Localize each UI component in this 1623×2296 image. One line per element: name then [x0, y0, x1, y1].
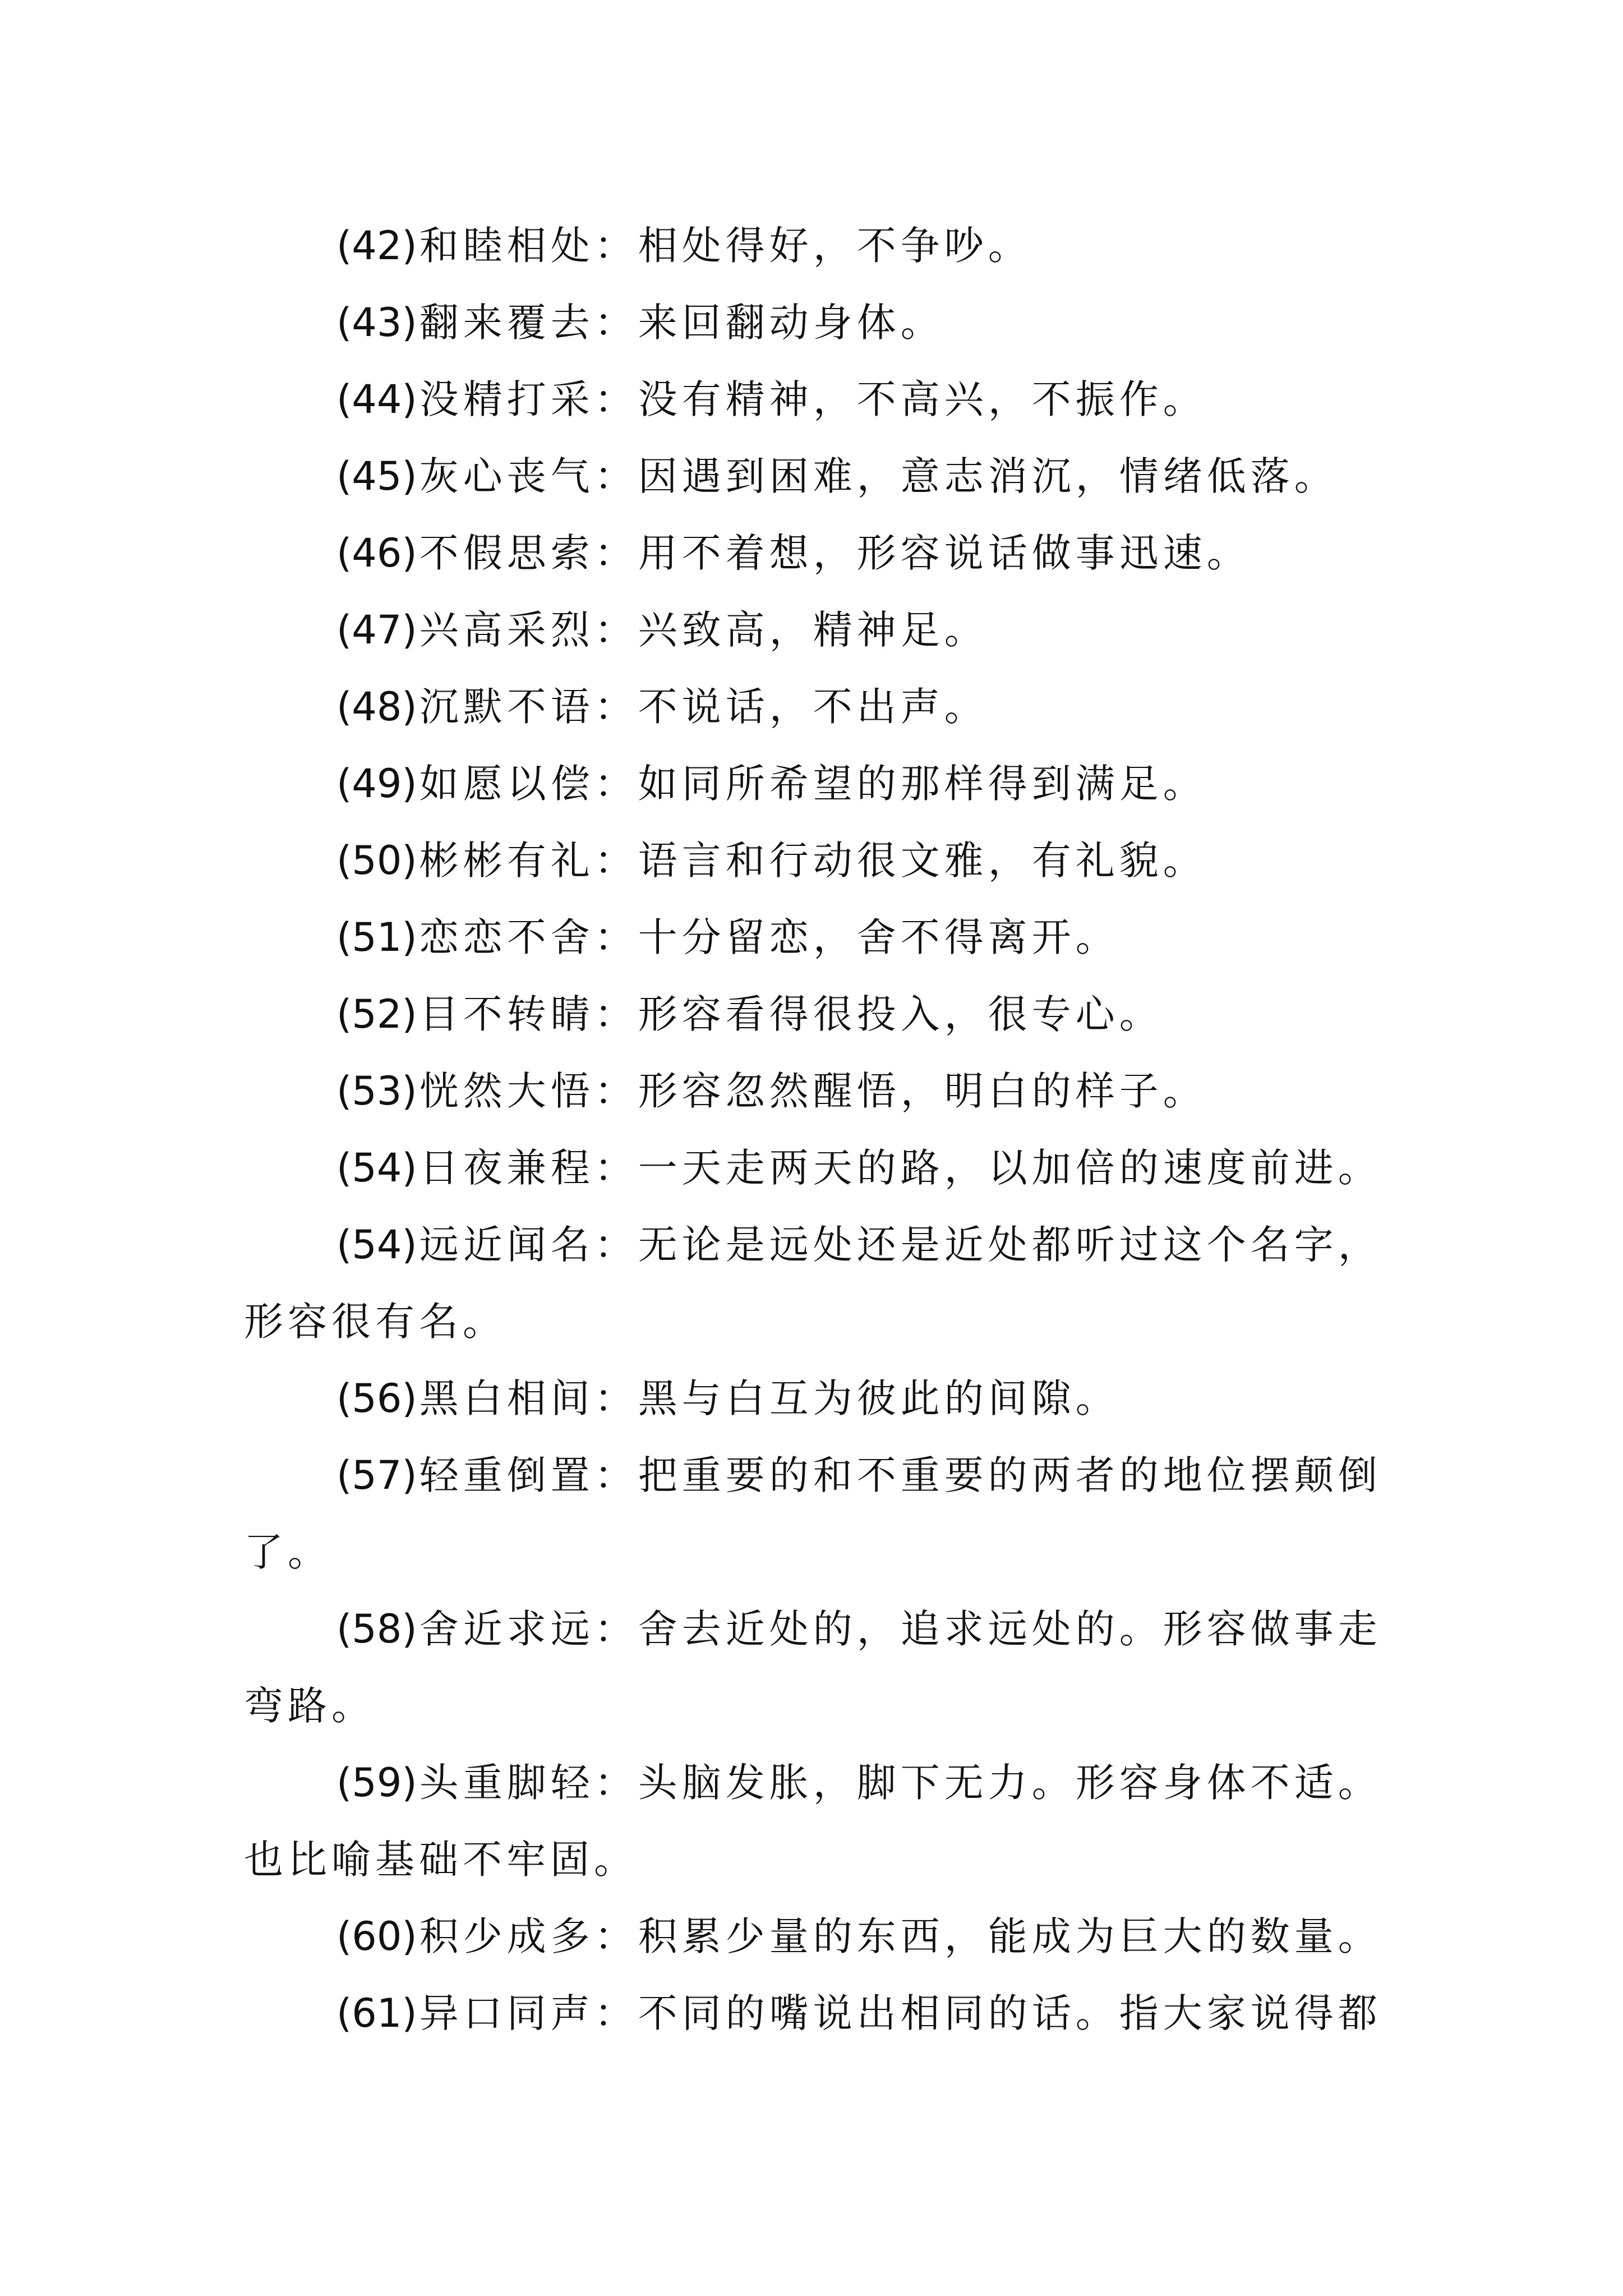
idiom-entry: [244, 361, 1405, 438]
entry-text: 彬彬有礼：语言和行动很文雅，有礼貌。: [419, 838, 1207, 884]
entry-number: (42): [336, 223, 417, 269]
idiom-entry: [244, 515, 1405, 592]
entry-number: (48): [336, 684, 417, 730]
entry-number: (43): [336, 300, 417, 346]
entry-text: 兴高采烈：兴致高，精神足。: [419, 607, 988, 653]
entry-text: 恍然大悟：形容忽然醒悟，明白的样子。: [419, 1068, 1207, 1114]
idiom-entry: [244, 746, 1405, 822]
entry-text: 沉默不语：不说话，不出声。: [419, 684, 988, 730]
idiom-entry: [244, 208, 1405, 284]
entry-number: (56): [336, 1375, 417, 1421]
entry-text: 恋恋不舍：十分留恋，舍不得离开。: [419, 914, 1119, 960]
idiom-entry: [244, 1975, 1405, 2052]
entry-text: 头重脚轻：头脑发胀，脚下无力。形容身体不适。也比喻基础不牢固。: [244, 1760, 1382, 1883]
idiom-list: [244, 208, 1405, 2052]
entry-text: 如愿以偿：如同所希望的那样得到满足。: [419, 761, 1207, 807]
entry-text: 轻重倒置：把重要的和不重要的两者的地位摆颠倒了。: [244, 1452, 1382, 1575]
entry-number: (60): [336, 1913, 417, 1959]
idiom-entry: [244, 669, 1405, 746]
idiom-entry: [244, 899, 1405, 976]
idiom-entry: [244, 1898, 1405, 1975]
entry-text: 不假思索：用不着想，形容说话做事迅速。: [419, 530, 1251, 576]
entry-number: (61): [336, 1990, 417, 2036]
idiom-entry: [244, 438, 1405, 515]
entry-text: 没精打采：没有精神，不高兴，不振作。: [419, 376, 1207, 422]
entry-text: 黑白相间：黑与白互为彼此的间隙。: [419, 1375, 1119, 1421]
entry-number: (52): [336, 991, 417, 1037]
entry-number: (54): [336, 1222, 417, 1268]
entry-text: 灰心丧气：因遇到困难，意志消沉，情绪低落。: [419, 453, 1338, 499]
entry-text: 日夜兼程：一天走两天的路，以加倍的速度前进。: [419, 1145, 1382, 1191]
entry-text: 舍近求远：舍去近处的，追求远处的。形容做事走弯路。: [244, 1606, 1382, 1729]
entry-number: (49): [336, 761, 417, 807]
idiom-entry: [244, 976, 1405, 1053]
idiom-entry: [244, 1360, 1405, 1437]
entry-text: 异口同声：不同的嘴说出相同的话。指大家说得都: [419, 1990, 1382, 2036]
entry-number: (53): [336, 1068, 417, 1114]
idiom-entry: [244, 284, 1405, 361]
idiom-entry: [244, 1130, 1405, 1207]
entry-number: (54): [336, 1145, 417, 1191]
idiom-entry: [244, 1207, 1405, 1360]
entry-text: 翻来覆去：来回翻动身体。: [419, 300, 944, 346]
entry-text: 积少成多：积累少量的东西，能成为巨大的数量。: [419, 1913, 1382, 1959]
idiom-entry: [244, 822, 1405, 899]
idiom-entry: [244, 1745, 1405, 1898]
entry-number: (45): [336, 453, 417, 499]
entry-number: (58): [336, 1606, 417, 1652]
idiom-entry: [244, 1437, 1405, 1591]
entry-text: 目不转睛：形容看得很投入，很专心。: [419, 991, 1163, 1037]
entry-number: (46): [336, 530, 417, 576]
entry-text: 和睦相处：相处得好，不争吵。: [419, 223, 1032, 269]
entry-number: (44): [336, 376, 417, 422]
entry-number: (50): [336, 838, 417, 884]
entry-number: (47): [336, 607, 417, 653]
entry-text: 远近闻名：无论是远处还是近处都听过这个名字，形容很有名。: [244, 1222, 1382, 1345]
idiom-entry: [244, 592, 1405, 669]
idiom-entry: [244, 1591, 1405, 1745]
entry-number: (51): [336, 914, 417, 960]
idiom-entry: [244, 1053, 1405, 1130]
entry-number: (59): [336, 1760, 417, 1806]
entry-number: (57): [336, 1452, 417, 1498]
